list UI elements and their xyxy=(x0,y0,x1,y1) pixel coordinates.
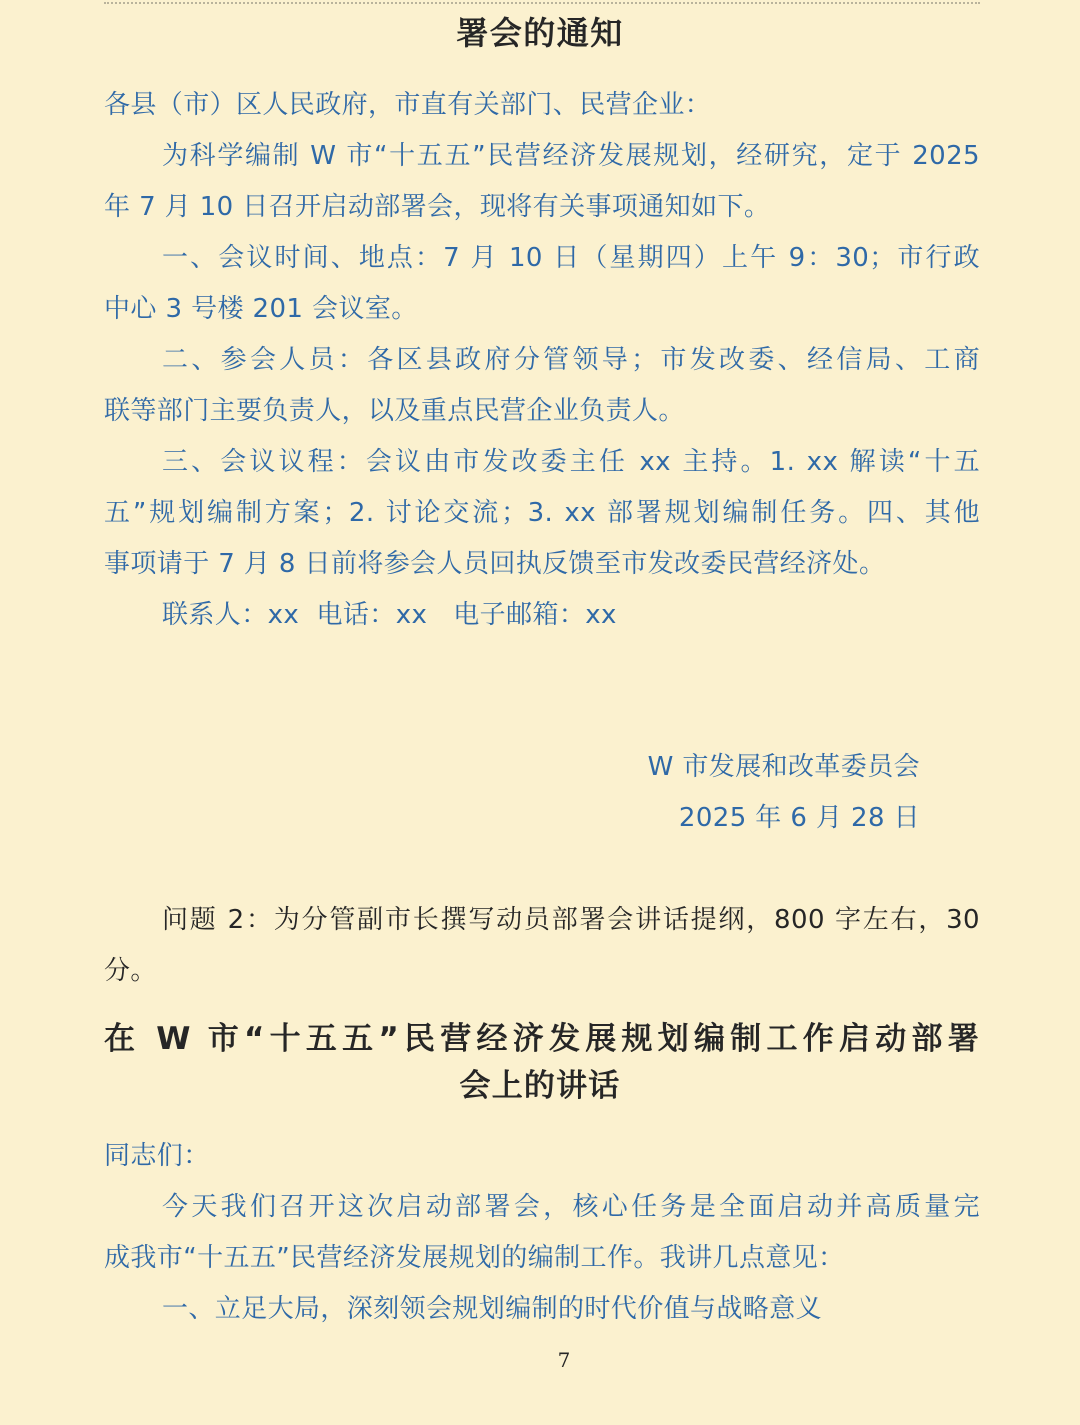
speech-paragraph-1-line-1: 今天我们召开这次启动部署会，核心任务是全面启动并高质量完 xyxy=(162,1192,980,1222)
speech-paragraph-1-line-2: 成我市“十五五”民营经济发展规划的编制工作。我讲几点意见： xyxy=(104,1243,845,1273)
notice-intro-line-1: 为科学编制 W 市“十五五”民营经济发展规划，经研究，定于 2025 xyxy=(162,141,980,171)
notice-item-3-line-3: 事项请于 7 月 8 日前将参会人员回执反馈至市发改委民营经济处。 xyxy=(104,549,886,579)
notice-intro-line-2: 年 7 月 10 日召开启动部署会，现将有关事项通知如下。 xyxy=(104,192,771,222)
notice-addressee: 各县（市）区人民政府，市直有关部门、民营企业： xyxy=(104,90,712,120)
speech-greeting: 同志们： xyxy=(104,1141,210,1171)
notice-contact: 联系人：xx 电话：xx 电子邮箱：xx xyxy=(162,600,617,630)
question-line-1: 问题 2：为分管副市长撰写动员部署会讲话提纲，800 字左右，30 xyxy=(162,905,980,935)
notice-item-3-line-2: 五”规划编制方案；2. 讨论交流；3. xx 部署规划编制任务。四、其他 xyxy=(104,498,980,528)
page-number: 7 xyxy=(557,1348,571,1372)
speech-title-line-2: 会上的讲话 xyxy=(459,1068,621,1104)
speech-heading-1: 一、立足大局，深刻领会规划编制的时代价值与战略意义 xyxy=(162,1294,823,1324)
notice-item-1-line-2: 中心 3 号楼 201 会议室。 xyxy=(104,294,418,324)
notice-item-2-line-2: 联等部门主要负责人，以及重点民营企业负责人。 xyxy=(104,396,685,426)
notice-item-1-line-1: 一、会议时间、地点：7 月 10 日（星期四）上午 9：30；市行政 xyxy=(162,243,980,273)
top-dotted-rule xyxy=(104,2,980,4)
notice-signature-date: 2025 年 6 月 28 日 xyxy=(678,803,920,833)
question-line-2: 分。 xyxy=(104,956,157,986)
notice-title: 署会的通知 xyxy=(456,14,624,52)
notice-item-3-line-1: 三、会议议程：会议由市发改委主任 xx 主持。1. xx 解读“十五 xyxy=(162,447,980,477)
speech-title-line-1: 在 W 市“十五五”民营经济发展规划编制工作启动部署 xyxy=(104,1021,980,1057)
notice-item-2-line-1: 二、参会人员：各区县政府分管领导；市发改委、经信局、工商 xyxy=(162,345,980,375)
notice-signature-org: W 市发展和改革委员会 xyxy=(647,752,920,782)
